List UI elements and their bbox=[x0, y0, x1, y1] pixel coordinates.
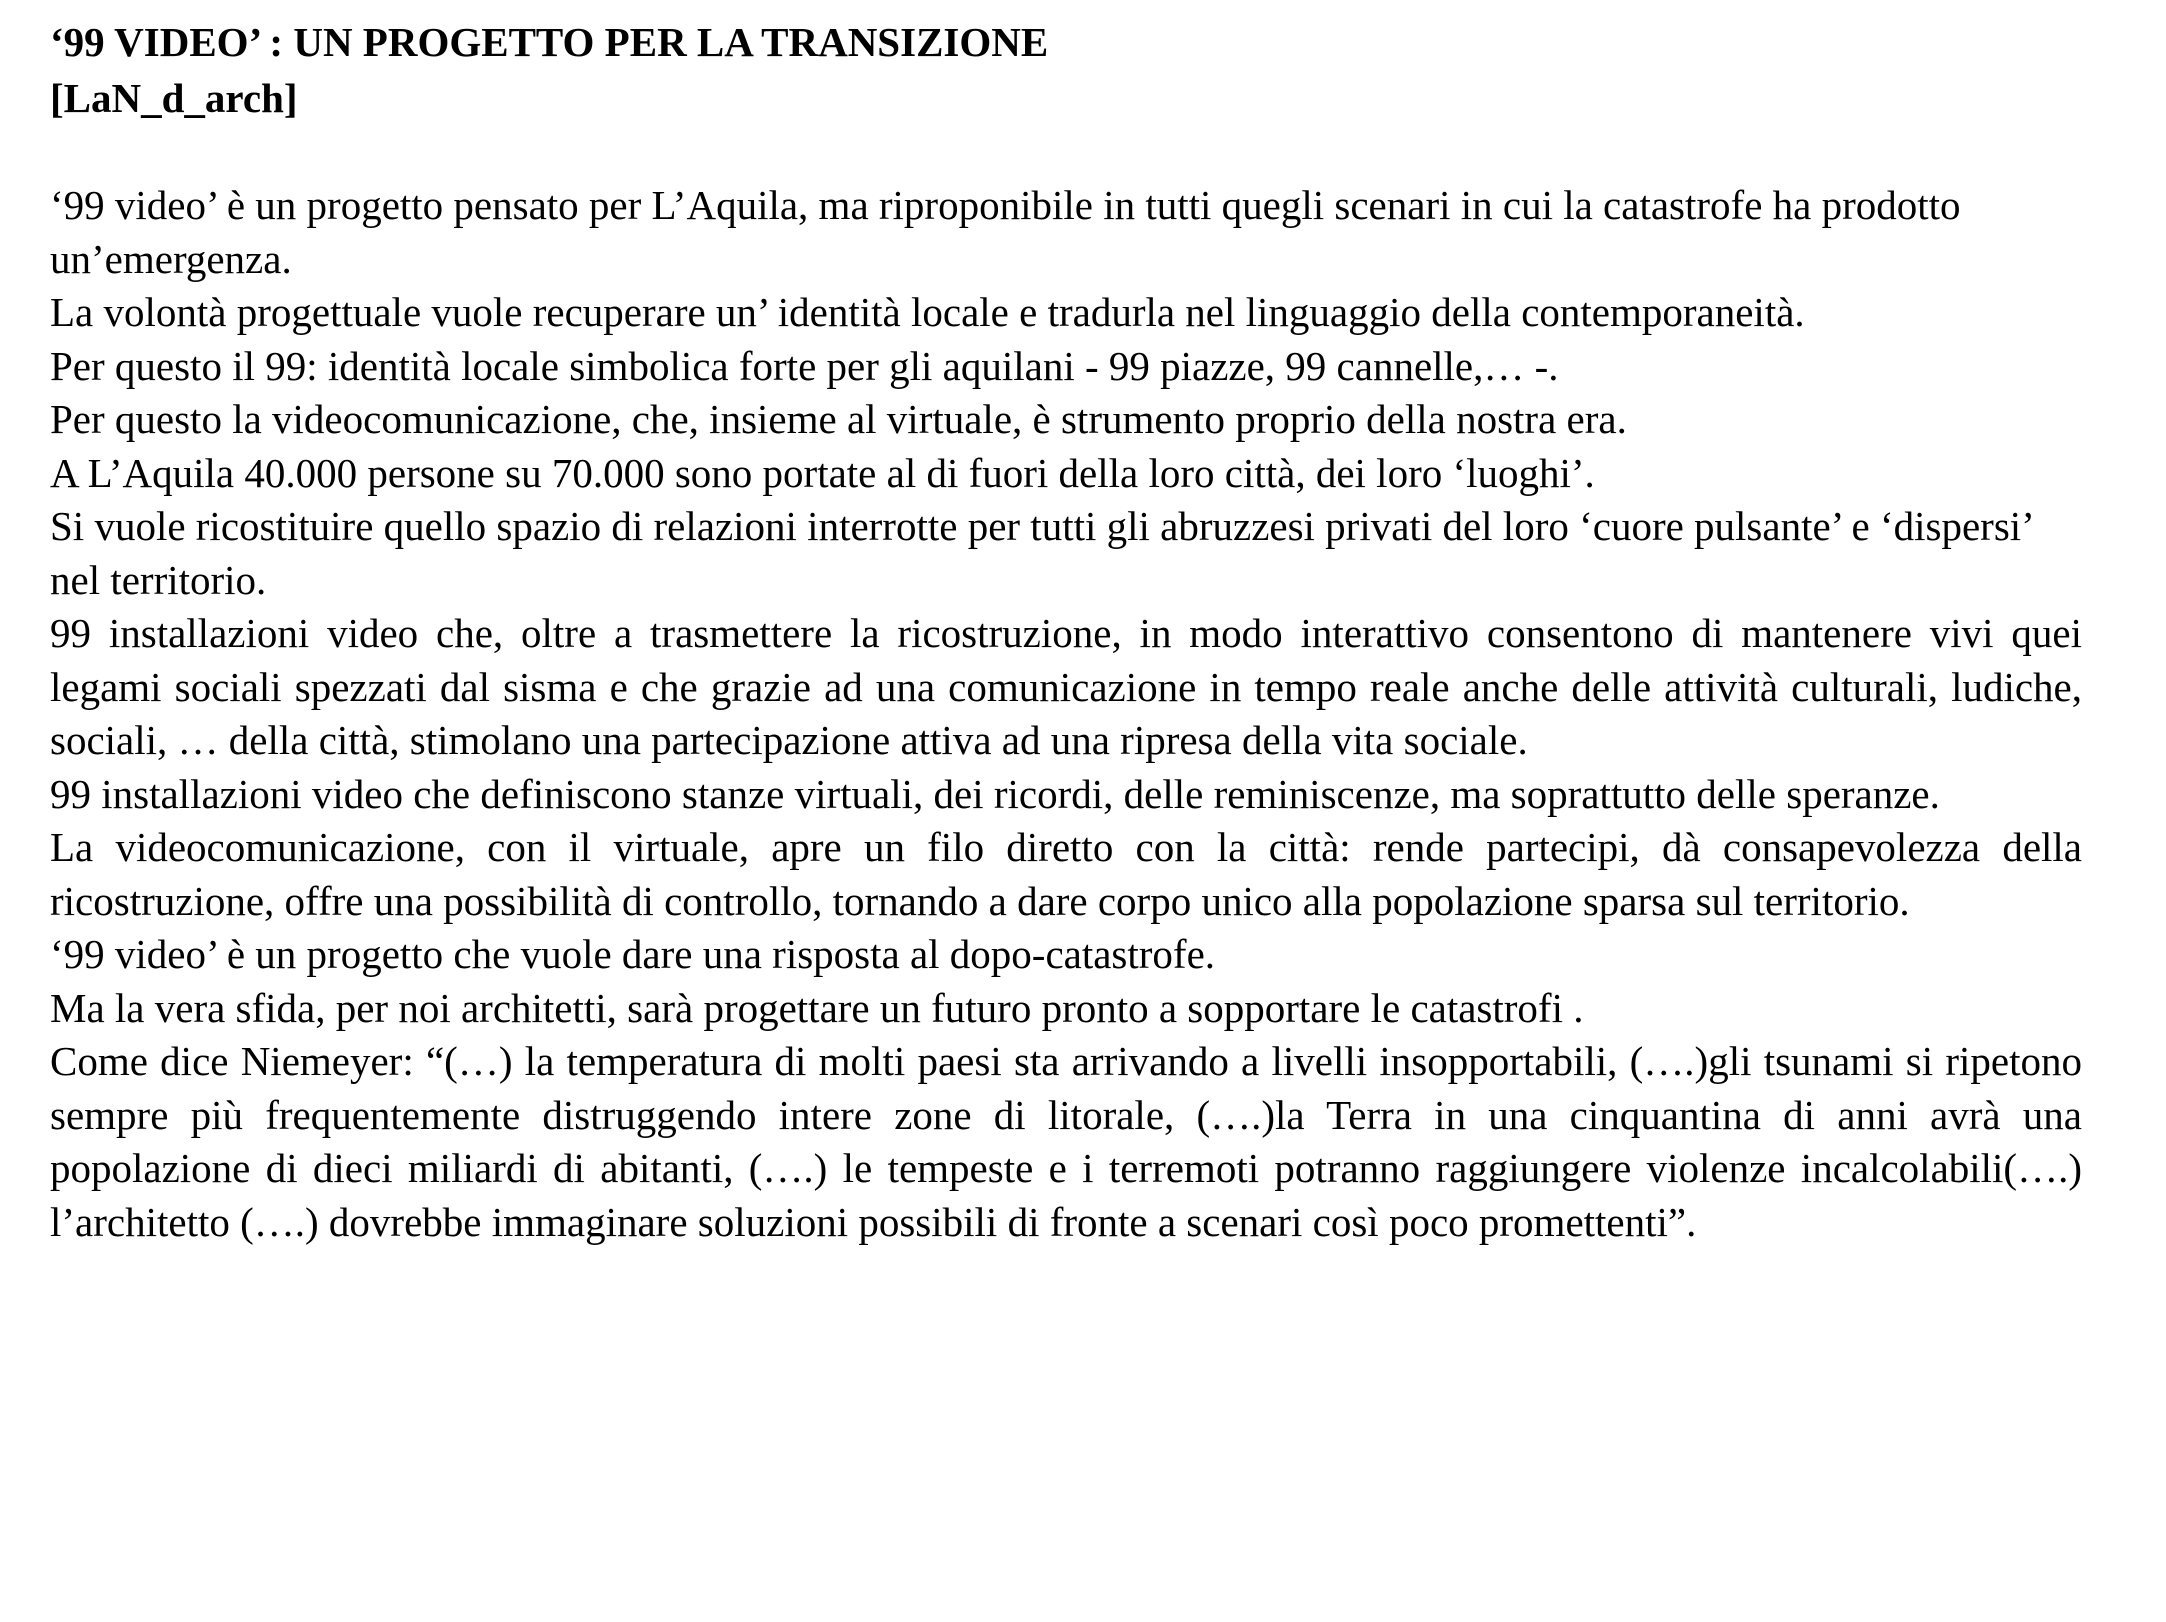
document-title: ‘99 VIDEO’ : UN PROGETTO PER LA TRANSIZIONE bbox=[50, 19, 1049, 65]
paragraph-per-questo-99: Per questo il 99: identità locale simbolica forte per gli aquilani - 99 piazze, 99 cannelle,… -. bbox=[50, 342, 1559, 389]
document-tag: [LaN_d_arch] bbox=[50, 75, 298, 121]
paragraph-installazioni-2: 99 installazioni video che definiscono stanze virtuali, dei ricordi, delle reminiscenze, ma soprattutto delle speranze. bbox=[50, 770, 1940, 817]
paragraph-videocomunicazione: Per questo la videocomunicazione, che, insieme al virtuale, è strumento proprio della nostra era. bbox=[50, 396, 1627, 442]
paragraph-installazioni-1: 99 installazioni video che, oltre a trasmettere la ricostruzione, in modo interattivo consentono di mantenere vivi quei legami sociali spezzati dal sisma e che grazie ad una comunicazione in tempo reale anche delle attività culturali, ludiche, sociali, … della città, stimolano una partecipazione attiva ad una ripresa della vita sociale. bbox=[50, 610, 2082, 763]
paragraph-risposta: ‘99 video’ è un progetto che vuole dare una risposta al dopo-catastrofe. bbox=[50, 931, 1216, 977]
paragraph-ricostituire: Si vuole ricostituire quello spazio di relazioni interrotte per tutti gli abruzzesi privati del loro ‘cuore pulsante’ e ‘dispersi’ nel territorio. bbox=[50, 503, 2032, 603]
paragraph-volonta: La volontà progettuale vuole recuperare un’ identità locale e tradurla nel linguaggio della contemporaneità. bbox=[50, 289, 1805, 335]
paragraph-intro: ‘99 video’ è un progetto pensato per L’Aquila, ma riproponibile in tutti quegli scenari in cui la catastrofe ha prodotto un’emergenza. bbox=[50, 182, 1961, 282]
paragraph-filo-diretto: La videocomunicazione, con il virtuale, apre un filo diretto con la città: rende partecipi, dà consapevolezza della ricostruzione, offre una possibilità di controllo, tornando a dare corpo unico alla popolazione sparsa sul territorio. bbox=[50, 824, 2082, 924]
paragraph-niemeyer-quote: Come dice Niemeyer: “(…) la temperatura di molti paesi sta arrivando a livelli insopportabili, (….)gli tsunami si ripetono sempre più frequentemente distruggendo intere zone di litorale, (….)la Terra in una cinquantina di anni avrà una popolazione di dieci miliardi di abitanti, (….) le tempeste e i terremoti potranno raggiungere violenze incalcolabili(….) l’architetto (….) dovrebbe immaginare soluzioni possibili di fronte a scenari così poco promettenti”. bbox=[50, 1038, 2082, 1245]
paragraph-laquila-persone: A L’Aquila 40.000 persone su 70.000 sono portate al di fuori della loro città, dei loro ‘luoghi’. bbox=[50, 449, 1595, 496]
paragraph-sfida: Ma la vera sfida, per noi architetti, sarà progettare un futuro pronto a sopportare le catastrofi . bbox=[50, 984, 1584, 1031]
document-page bbox=[50, 14, 2082, 1249]
